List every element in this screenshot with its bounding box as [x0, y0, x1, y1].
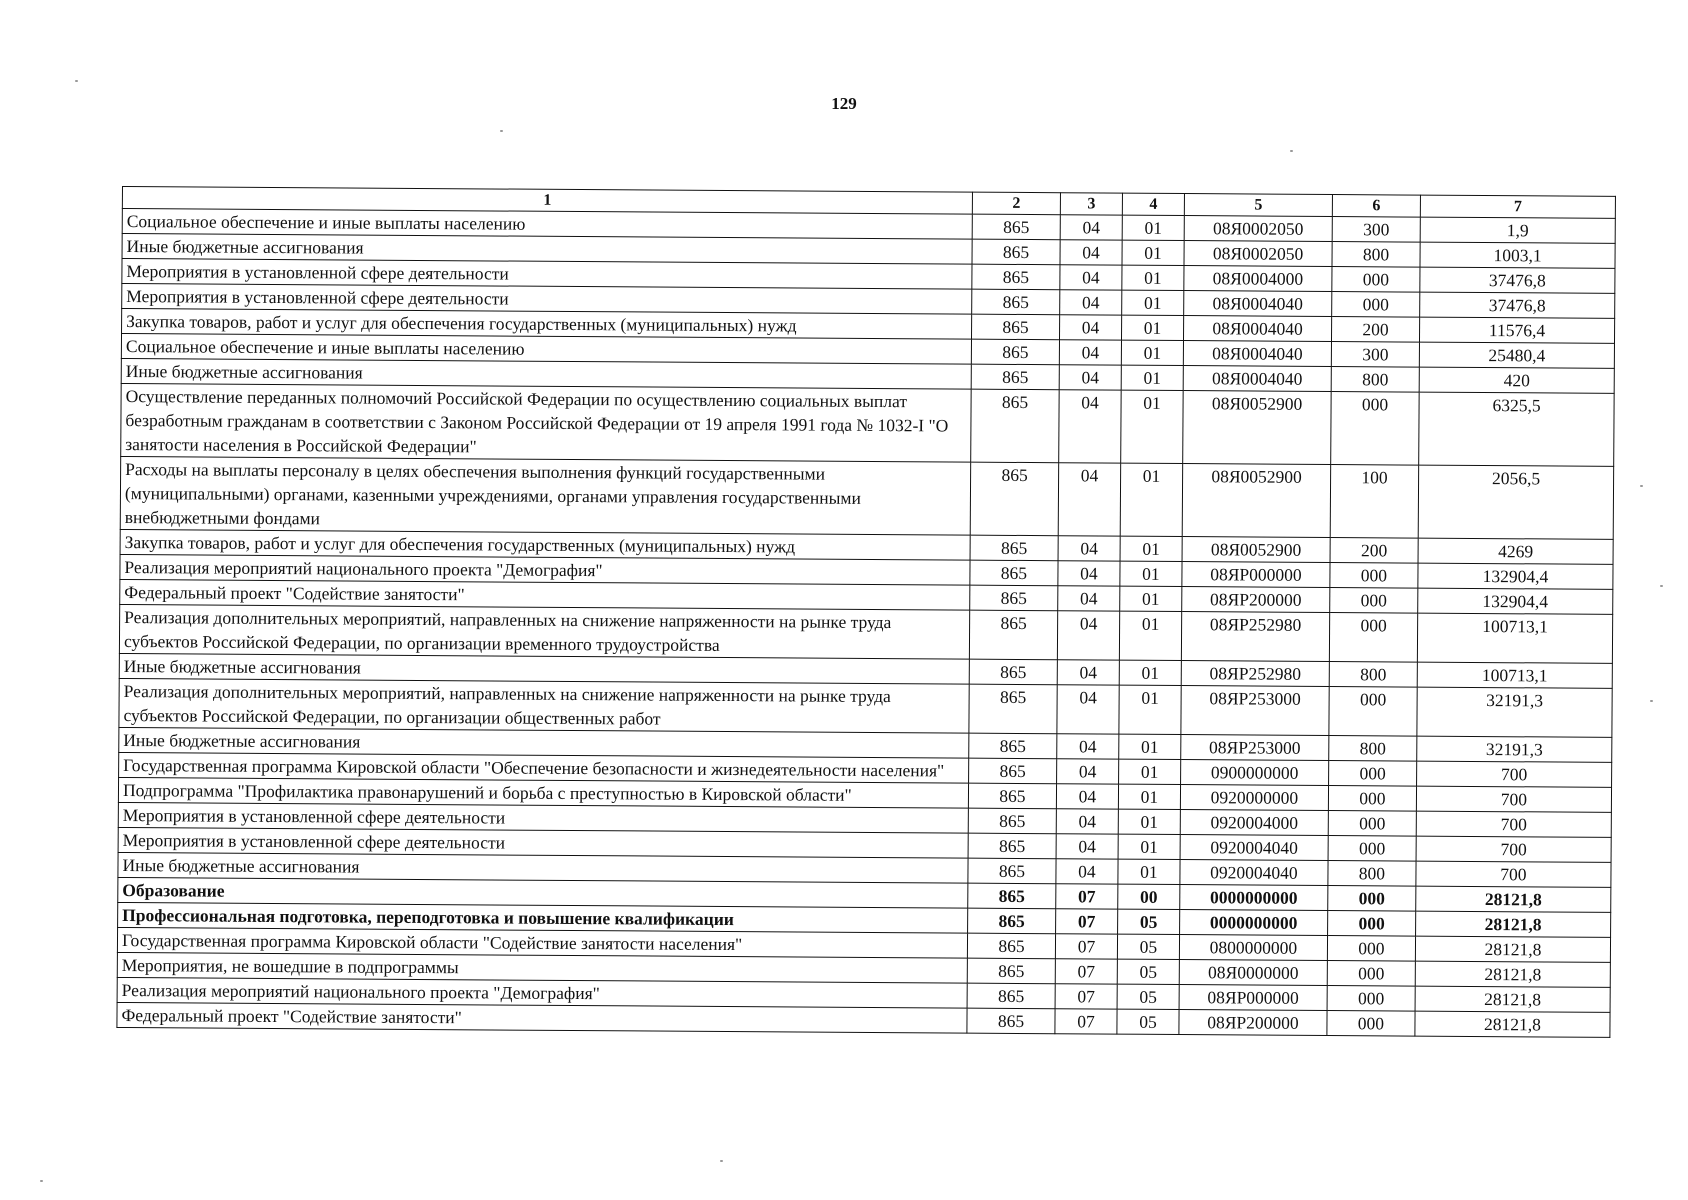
subsection-cell: 00	[1118, 884, 1180, 909]
expense-type-cell: 200	[1331, 317, 1419, 343]
expense-type-cell: 800	[1328, 861, 1416, 887]
amount-cell: 700	[1416, 786, 1611, 812]
target-article-cell: 08Я0000000	[1179, 960, 1327, 986]
section-cell: 07	[1056, 884, 1118, 909]
target-article-cell: 08ЯP253000	[1181, 686, 1329, 736]
subsection-cell: 01	[1118, 859, 1180, 884]
code-cell: 865	[967, 1008, 1055, 1034]
page-number: 129	[831, 94, 857, 113]
subsection-cell: 01	[1118, 809, 1180, 834]
expense-type-cell: 300	[1332, 217, 1420, 243]
target-article-cell: 08Я0002050	[1184, 241, 1332, 267]
expense-type-cell: 000	[1329, 761, 1417, 787]
expense-type-cell: 000	[1328, 786, 1416, 812]
target-article-cell: 08Я0052900	[1182, 464, 1330, 538]
target-article-cell: 08ЯP000000	[1182, 562, 1330, 588]
expense-type-cell: 000	[1329, 687, 1417, 737]
expense-type-cell: 000	[1328, 811, 1416, 837]
row-name-cell: Расходы на выплаты персоналу в целях обеспечения выполнения функций государственными (муниципальными) органами, казенными учреждениями, органами управления государственными внебюджетными фондами	[120, 456, 970, 535]
row-name-cell: Федеральный проект "Содействие занятости"	[117, 1002, 967, 1033]
amount-cell: 28121,8	[1415, 1011, 1610, 1037]
expense-type-cell: 000	[1330, 563, 1418, 589]
expense-type-cell: 000	[1327, 986, 1415, 1012]
row-name-cell: Подпрограмма "Профилактика правонарушений и борьба с преступностью в Кировской области"	[118, 777, 968, 808]
target-article-cell: 08Я0052900	[1182, 537, 1330, 563]
section-cell: 07	[1055, 1009, 1117, 1034]
expense-type-cell: 800	[1331, 367, 1419, 393]
scan-speck	[720, 1160, 723, 1162]
target-article-cell: 0920000000	[1180, 785, 1328, 811]
section-cell: 07	[1055, 959, 1117, 984]
scan-speck	[1660, 585, 1663, 587]
expense-type-cell: 000	[1328, 886, 1416, 912]
amount-cell: 100713,1	[1417, 613, 1612, 663]
amount-cell: 32191,3	[1417, 736, 1612, 762]
target-article-cell: 0920004040	[1180, 860, 1328, 886]
target-article-cell: 0800000000	[1179, 935, 1327, 961]
subsection-cell: 01	[1121, 365, 1183, 390]
row-name-cell: Иные бюджетные ассигнования	[122, 234, 972, 265]
code-cell: 865	[968, 833, 1056, 859]
section-cell: 07	[1055, 934, 1117, 959]
row-name-cell: Государственная программа Кировской области "Содействие занятости населения"	[117, 927, 967, 958]
row-name-cell: Иные бюджетные ассигнования	[118, 852, 968, 883]
expense-type-cell: 000	[1330, 588, 1418, 614]
target-article-cell: 08ЯP252980	[1181, 612, 1329, 662]
code-cell: 865	[971, 389, 1059, 463]
row-name-cell: Закупка товаров, работ и услуг для обеспечения государственных (муниципальных) нужд	[122, 309, 972, 340]
target-article-cell: 08Я0002050	[1184, 216, 1332, 242]
scan-speck	[1640, 485, 1643, 487]
target-article-cell: 0920004000	[1180, 810, 1328, 836]
amount-cell: 700	[1416, 836, 1611, 862]
subsection-cell: 05	[1117, 1009, 1179, 1034]
amount-cell: 28121,8	[1415, 986, 1610, 1012]
section-cell: 04	[1056, 784, 1118, 809]
section-cell: 04	[1056, 809, 1118, 834]
section-cell: 04	[1057, 759, 1119, 784]
code-cell: 865	[970, 535, 1058, 561]
subsection-cell: 01	[1120, 536, 1182, 561]
target-article-cell: 08Я0004040	[1183, 366, 1331, 392]
amount-cell: 6325,5	[1419, 392, 1614, 466]
subsection-cell: 01	[1122, 215, 1184, 240]
code-cell: 865	[969, 733, 1057, 759]
section-cell: 04	[1057, 685, 1119, 734]
expense-type-cell: 000	[1328, 836, 1416, 862]
code-cell: 865	[970, 462, 1058, 536]
amount-cell: 700	[1416, 811, 1611, 837]
row-name-cell: Мероприятия в установленной сфере деятельности	[118, 802, 968, 833]
target-article-cell: 08ЯP252980	[1181, 661, 1329, 687]
section-cell: 04	[1059, 340, 1121, 365]
table-row	[121, 383, 1614, 466]
scan-speck	[40, 1180, 43, 1182]
row-name-cell: Мероприятия, не вошедшие в подпрограммы	[117, 952, 967, 983]
target-article-cell: 0000000000	[1180, 885, 1328, 911]
subsection-cell: 01	[1121, 315, 1183, 340]
target-article-cell: 08Я0052900	[1183, 391, 1331, 465]
amount-cell: 4269	[1418, 538, 1613, 564]
amount-cell: 28121,8	[1416, 886, 1611, 912]
amount-cell: 28121,8	[1415, 961, 1610, 987]
amount-cell: 28121,8	[1416, 911, 1611, 937]
amount-cell: 420	[1419, 367, 1614, 393]
subsection-cell: 01	[1122, 290, 1184, 315]
code-cell: 865	[967, 983, 1055, 1009]
section-cell: 04	[1057, 611, 1119, 660]
row-name-cell: Реализация мероприятий национального проекта "Демография"	[120, 554, 970, 585]
amount-cell: 132904,4	[1418, 588, 1613, 614]
expense-type-cell: 000	[1328, 911, 1416, 937]
subsection-cell: 01	[1120, 463, 1182, 536]
column-header: 5	[1184, 194, 1332, 217]
subsection-cell: 01	[1121, 340, 1183, 365]
section-cell: 04	[1057, 660, 1119, 685]
row-name-cell: Профессиональная подготовка, переподготовка и повышение квалификации	[118, 902, 968, 933]
section-cell: 04	[1058, 463, 1120, 536]
section-cell: 04	[1060, 315, 1122, 340]
target-article-cell: 08ЯP200000	[1179, 1010, 1327, 1036]
row-name-cell: Реализация мероприятий национального проекта "Демография"	[117, 977, 967, 1008]
row-name-cell: Осуществление переданных полномочий Российской Федерации по осуществлению социальных выплат безработным гражданам в соответствии с Законом Российской Федерации от 19 апреля 1991 года № 1032-I "О занятости населения в Российской Федерации"	[121, 383, 971, 462]
column-header: 4	[1122, 193, 1184, 215]
amount-cell: 132904,4	[1418, 563, 1613, 589]
subsection-cell: 01	[1119, 759, 1181, 784]
column-header: 3	[1060, 193, 1122, 215]
row-name-cell: Социальное обеспечение и иные выплаты населению	[122, 209, 972, 240]
section-cell: 04	[1060, 265, 1122, 290]
subsection-cell: 01	[1119, 685, 1181, 734]
code-cell: 865	[972, 289, 1060, 315]
section-cell: 04	[1060, 240, 1122, 265]
amount-cell: 1,9	[1420, 217, 1615, 243]
row-name-cell: Иные бюджетные ассигнования	[119, 727, 969, 758]
amount-cell: 25480,4	[1419, 342, 1614, 368]
section-cell: 04	[1060, 290, 1122, 315]
table-body	[117, 209, 1615, 1038]
code-cell: 865	[971, 364, 1059, 390]
subsection-cell: 01	[1119, 660, 1181, 685]
scan-speck	[1650, 700, 1653, 702]
section-cell: 04	[1060, 215, 1122, 240]
code-cell: 865	[969, 659, 1057, 685]
subsection-cell: 01	[1119, 611, 1181, 660]
expense-type-cell: 800	[1329, 736, 1417, 762]
row-name-cell: Реализация дополнительных мероприятий, направленных на снижение напряженности на рынке труда субъектов Российской Федерации, по организации общественных работ	[119, 678, 969, 733]
row-name-cell: Федеральный проект "Содействие занятости"	[120, 579, 970, 610]
amount-cell: 32191,3	[1417, 687, 1612, 737]
section-cell: 07	[1055, 984, 1117, 1009]
expense-type-cell: 000	[1331, 392, 1419, 466]
target-article-cell: 08ЯP000000	[1179, 985, 1327, 1011]
expense-type-cell: 000	[1332, 267, 1420, 293]
code-cell: 865	[968, 808, 1056, 834]
section-cell: 04	[1059, 390, 1121, 463]
target-article-cell: 08Я0004040	[1184, 291, 1332, 317]
target-article-cell: 0900000000	[1181, 760, 1329, 786]
expense-type-cell: 300	[1331, 342, 1419, 368]
subsection-cell: 01	[1120, 586, 1182, 611]
amount-cell: 28121,8	[1415, 936, 1610, 962]
amount-cell: 2056,5	[1418, 465, 1613, 539]
amount-cell: 100713,1	[1417, 662, 1612, 688]
section-cell: 04	[1059, 365, 1121, 390]
expense-type-cell: 800	[1329, 662, 1417, 688]
code-cell: 865	[967, 958, 1055, 984]
scan-speck	[1290, 150, 1293, 152]
section-cell: 04	[1058, 536, 1120, 561]
column-header: 6	[1332, 195, 1420, 218]
target-article-cell: 0920004040	[1180, 835, 1328, 861]
code-cell: 865	[972, 314, 1060, 340]
scan-speck	[75, 80, 78, 82]
budget-table	[116, 186, 1616, 1038]
row-name-cell: Государственная программа Кировской области "Обеспечение безопасности и жизнедеятельности населения"	[119, 752, 969, 783]
row-name-cell: Иные бюджетные ассигнования	[121, 358, 971, 389]
amount-cell: 700	[1417, 761, 1612, 787]
expense-type-cell: 000	[1327, 1011, 1415, 1037]
target-article-cell: 08ЯP200000	[1182, 587, 1330, 613]
target-article-cell: 08Я0004040	[1183, 316, 1331, 342]
row-name-cell: Мероприятия в установленной сфере деятельности	[118, 827, 968, 858]
subsection-cell: 05	[1118, 909, 1180, 934]
code-cell: 865	[967, 933, 1055, 959]
subsection-cell: 05	[1117, 984, 1179, 1009]
target-article-cell: 08ЯP253000	[1181, 735, 1329, 761]
code-cell: 865	[969, 610, 1057, 660]
subsection-cell: 05	[1117, 934, 1179, 959]
subsection-cell: 01	[1122, 240, 1184, 265]
subsection-cell: 01	[1118, 784, 1180, 809]
code-cell: 865	[968, 883, 1056, 909]
code-cell: 865	[972, 214, 1060, 240]
subsection-cell: 01	[1119, 734, 1181, 759]
section-cell: 04	[1056, 859, 1118, 884]
section-cell: 04	[1056, 834, 1118, 859]
expense-type-cell: 100	[1330, 465, 1418, 539]
row-name-cell: Иные бюджетные ассигнования	[119, 653, 969, 684]
expense-type-cell: 000	[1329, 613, 1417, 663]
column-header: 2	[972, 192, 1060, 215]
scan-speck	[500, 130, 503, 132]
amount-cell: 11576,4	[1419, 317, 1614, 343]
code-cell: 865	[972, 264, 1060, 290]
section-cell: 04	[1058, 586, 1120, 611]
code-cell: 865	[968, 783, 1056, 809]
expense-type-cell: 000	[1327, 961, 1415, 987]
column-header: 1	[122, 187, 972, 215]
code-cell: 865	[970, 560, 1058, 586]
code-cell: 865	[970, 585, 1058, 611]
expense-type-cell: 800	[1332, 242, 1420, 268]
amount-cell: 37476,8	[1420, 267, 1615, 293]
subsection-cell: 01	[1120, 561, 1182, 586]
section-cell: 04	[1057, 734, 1119, 759]
code-cell: 865	[969, 684, 1057, 734]
target-article-cell: 08Я0004040	[1183, 341, 1331, 367]
table-row	[120, 456, 1613, 539]
amount-cell: 1003,1	[1420, 242, 1615, 268]
expense-type-cell: 000	[1332, 292, 1420, 318]
code-cell: 865	[968, 858, 1056, 884]
subsection-cell: 01	[1121, 390, 1183, 463]
row-name-cell: Мероприятия в установленной сфере деятельности	[122, 284, 972, 315]
section-cell: 04	[1058, 561, 1120, 586]
subsection-cell: 01	[1122, 265, 1184, 290]
subsection-cell: 05	[1117, 959, 1179, 984]
code-cell: 865	[971, 339, 1059, 365]
expense-type-cell: 200	[1330, 538, 1418, 564]
subsection-cell: 01	[1118, 834, 1180, 859]
section-cell: 07	[1056, 909, 1118, 934]
code-cell: 865	[969, 758, 1057, 784]
row-name-cell: Мероприятия в установленной сфере деятельности	[122, 259, 972, 290]
expense-type-cell: 000	[1327, 936, 1415, 962]
target-article-cell: 08Я0004000	[1184, 266, 1332, 292]
row-name-cell: Образование	[118, 877, 968, 908]
code-cell: 865	[972, 239, 1060, 265]
code-cell: 865	[968, 908, 1056, 934]
row-name-cell: Социальное обеспечение и иные выплаты населению	[121, 334, 971, 365]
row-name-cell: Реализация дополнительных мероприятий, направленных на снижение напряженности на рынке труда субъектов Российской Федерации, по организации временного трудоустройства	[119, 604, 969, 659]
row-name-cell: Закупка товаров, работ и услуг для обеспечения государственных (муниципальных) нужд	[120, 529, 970, 560]
target-article-cell: 0000000000	[1180, 910, 1328, 936]
amount-cell: 37476,8	[1420, 292, 1615, 318]
amount-cell: 700	[1416, 861, 1611, 887]
column-header: 7	[1420, 195, 1615, 218]
